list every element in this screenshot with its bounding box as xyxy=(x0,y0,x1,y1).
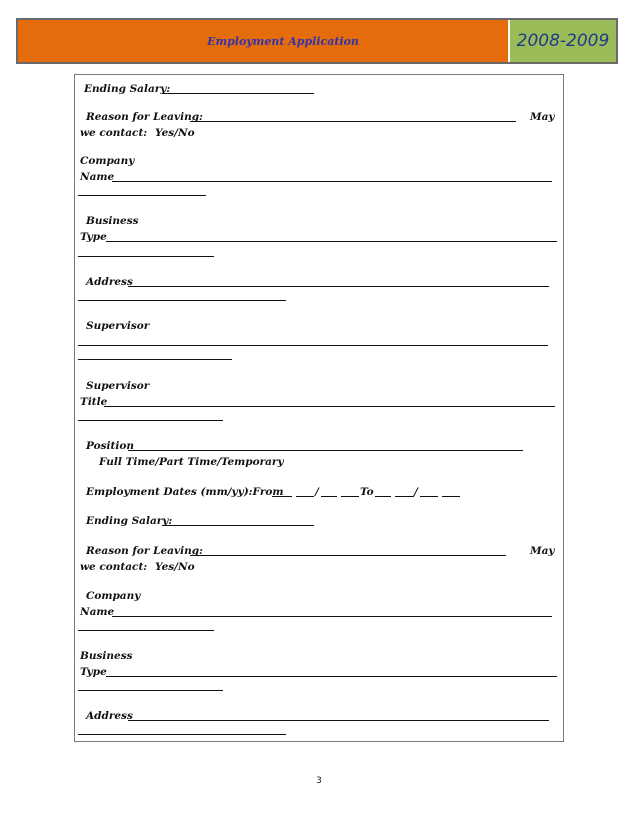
supervisor-field-continued[interactable] xyxy=(78,359,232,360)
yes-no-option[interactable]: Yes/No xyxy=(155,127,195,139)
company-name-field-2[interactable] xyxy=(112,616,552,617)
we-contact-label-2: we contact: xyxy=(80,561,148,573)
company-name-label-2: Name xyxy=(80,606,115,618)
date-slash: / xyxy=(315,486,319,498)
reason-for-leaving-label-2: Reason for Leaving: xyxy=(86,545,203,557)
ending-salary-label: Ending Salary: xyxy=(84,83,171,95)
address-field-2[interactable] xyxy=(128,720,549,721)
company-name-field-continued[interactable] xyxy=(78,195,206,196)
may-label: May xyxy=(530,111,555,123)
employment-type-options[interactable]: Full Time/Part Time/Temporary xyxy=(99,456,284,468)
employment-dates-label: Employment Dates (mm/yy):From xyxy=(86,486,284,498)
ending-salary-field-2[interactable] xyxy=(162,525,314,526)
address-field-continued[interactable] xyxy=(78,300,286,301)
company-name-field-2-continued[interactable] xyxy=(78,630,214,631)
page-number: 3 xyxy=(316,776,322,786)
may-label-2: May xyxy=(530,545,555,557)
business-type-field-continued[interactable] xyxy=(78,256,214,257)
yes-no-option-2[interactable]: Yes/No xyxy=(155,561,195,573)
business-type-field-2[interactable] xyxy=(106,676,557,677)
supervisor-title-field-continued[interactable] xyxy=(78,420,223,421)
ending-salary-label-2: Ending Salary: xyxy=(86,515,173,527)
document-year: 2008-2009 xyxy=(516,31,610,51)
business-label: Business xyxy=(86,215,139,227)
application-form-frame xyxy=(74,74,564,742)
to-year-field[interactable] xyxy=(420,496,438,497)
we-contact-label: we contact: xyxy=(80,127,148,139)
address-field-2-continued[interactable] xyxy=(78,734,286,735)
reason-for-leaving-field-2[interactable] xyxy=(190,555,506,556)
business-type-label: Type xyxy=(80,231,107,243)
company-label-2: Company xyxy=(86,590,141,602)
supervisor-title-label: Supervisor xyxy=(86,380,150,392)
reason-for-leaving-field[interactable] xyxy=(190,121,516,122)
from-year-field[interactable] xyxy=(321,496,337,497)
supervisor-title-field[interactable] xyxy=(104,406,555,407)
from-month-field[interactable] xyxy=(272,496,292,497)
company-label: Company xyxy=(80,155,135,167)
business-type-field-2-continued[interactable] xyxy=(78,690,223,691)
company-name-field[interactable] xyxy=(112,181,552,182)
to-year-field-b[interactable] xyxy=(442,496,460,497)
ending-salary-field[interactable] xyxy=(162,93,314,94)
company-name-label: Name xyxy=(80,171,115,183)
date-slash-2: / xyxy=(414,486,418,498)
document-title: Employment Application xyxy=(207,34,359,48)
position-field[interactable] xyxy=(128,450,523,451)
business-type-field[interactable] xyxy=(106,241,557,242)
header-title-band xyxy=(18,20,510,62)
title-label: Title xyxy=(80,396,108,408)
from-year-field-b[interactable] xyxy=(341,496,359,497)
address-field[interactable] xyxy=(128,286,549,287)
supervisor-label: Supervisor xyxy=(86,320,150,332)
to-month-field-b[interactable] xyxy=(395,496,414,497)
reason-for-leaving-label: Reason for Leaving: xyxy=(86,111,203,123)
header-year-band xyxy=(510,20,616,62)
from-slash-field-a[interactable] xyxy=(296,496,314,497)
to-month-field[interactable] xyxy=(375,496,391,497)
position-label: Position xyxy=(86,440,134,452)
address-label-2: Address xyxy=(86,710,133,722)
business-label-2: Business xyxy=(80,650,133,662)
address-label: Address xyxy=(86,276,133,288)
page-header xyxy=(16,18,618,64)
supervisor-field[interactable] xyxy=(78,345,548,346)
business-type-label-2: Type xyxy=(80,666,107,678)
to-label: To xyxy=(360,486,374,498)
